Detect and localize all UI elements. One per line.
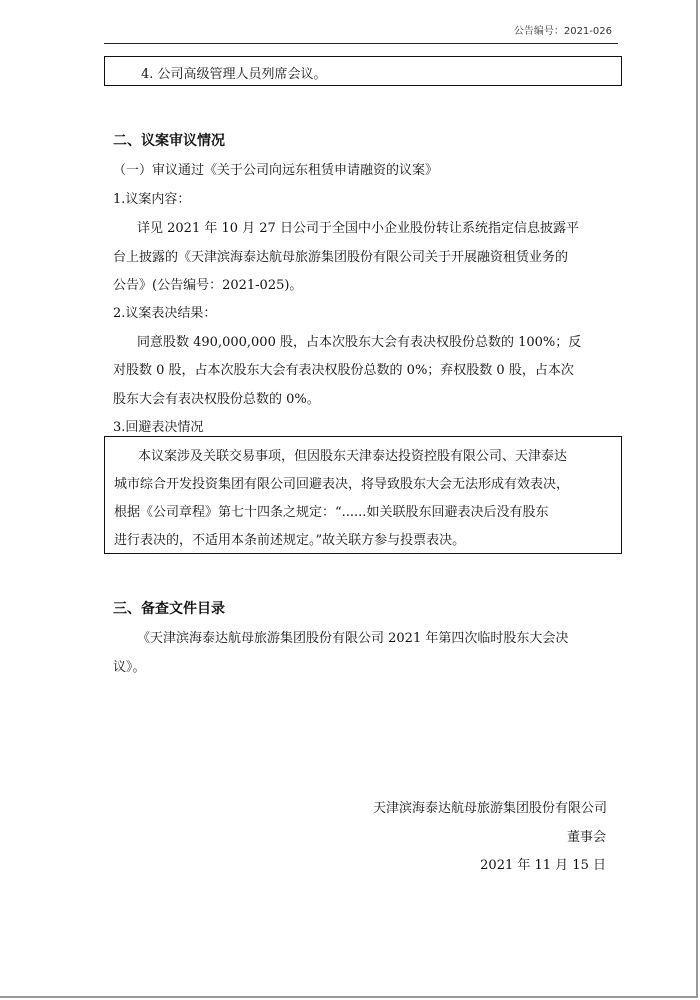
attendance-box xyxy=(104,56,622,86)
attendance-item: 4. 公司高级管理人员列席会议。 xyxy=(141,67,327,82)
header-rule xyxy=(104,43,618,44)
result-line: 股东大会有表决权股份总数的 0%。 xyxy=(113,392,320,407)
signature-board: 董事会 xyxy=(566,830,606,845)
recusal-line: 本议案涉及关联交易事项，但因股东天津泰达投资控股有限公司、天津泰达 xyxy=(138,449,568,464)
signature-date: 2021 年 11 月 15 日 xyxy=(480,858,606,873)
recusal-line: 根据《公司章程》第七十四条之规定：“......如关联股东回避表决后没有股东 xyxy=(114,505,549,520)
content-label: 1.议案内容： xyxy=(113,192,191,207)
result-label: 2.议案表决结果： xyxy=(113,306,217,321)
result-line: 同意股数 490,000,000 股，占本次股东大会有表决权股份总数的 100%；反 xyxy=(137,335,582,350)
recusal-box xyxy=(104,436,622,554)
doc-line: 议》。 xyxy=(113,660,146,675)
result-line: 对股数 0 股，占本次股东大会有表决权股份总数的 0%；弃权股数 0 股，占本次 xyxy=(113,363,574,378)
proposal-title: （一）审议通过《关于公司向远东租赁申请融资的议案》 xyxy=(113,163,439,178)
content-line: 详见 2021 年 10 月 27 日公司于全国中小企业股份转让系统指定信息披露平 xyxy=(137,221,579,236)
content-line: 公告》(公告编号：2021-025)。 xyxy=(113,278,303,293)
notice-number: 公告编号：2021-026 xyxy=(513,26,612,37)
section2-title: 二、议案审议情况 xyxy=(113,133,225,149)
section3-title: 三、备查文件目录 xyxy=(113,601,225,617)
signature-company: 天津滨海泰达航母旅游集团股份有限公司 xyxy=(372,801,607,816)
recusal-line: 城市综合开发投资集团有限公司回避表决，将导致股东大会无法形成有效表决， xyxy=(114,477,570,492)
content-line: 台上披露的《天津滨海泰达航母旅游集团股份有限公司关于开展融资租赁业务的 xyxy=(113,250,569,265)
recusal-label: 3.回避表决情况 xyxy=(113,420,204,435)
doc-line: 《天津滨海泰达航母旅游集团股份有限公司 2021 年第四次临时股东大会决 xyxy=(137,631,569,646)
recusal-line: 进行表决的，不适用本条前述规定。”故关联方参与投票表决。 xyxy=(114,533,466,548)
